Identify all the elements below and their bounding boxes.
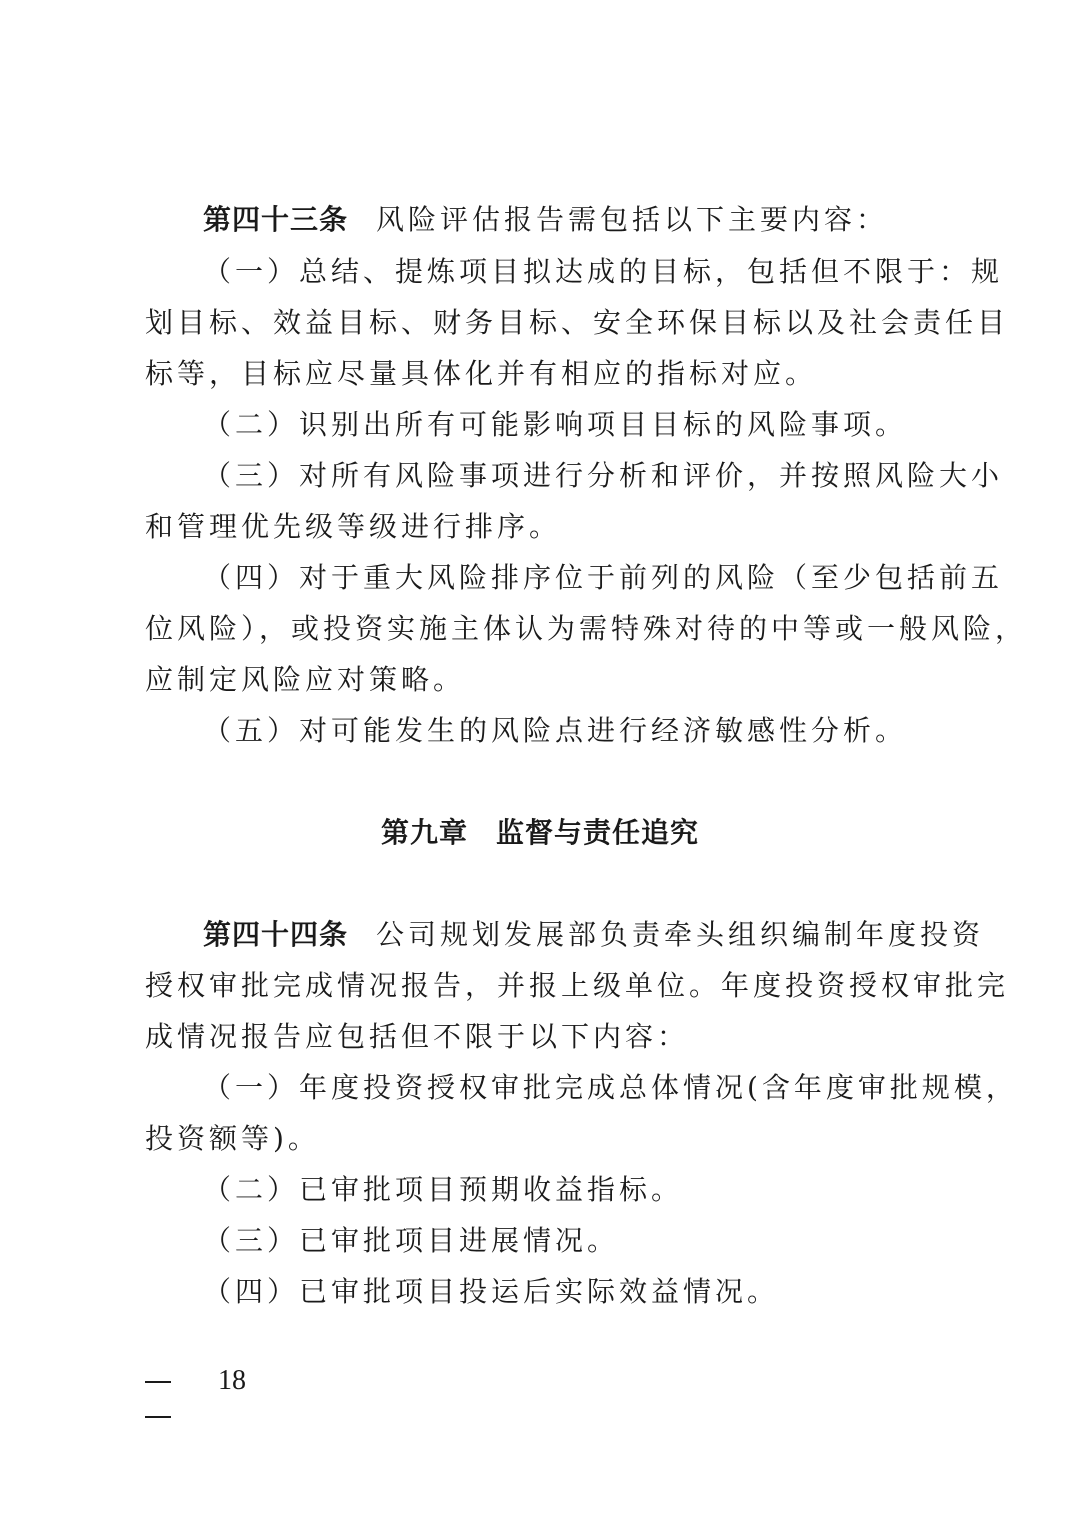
article-44-line-5: 投资额等)。 — [145, 1122, 320, 1155]
article-44-number: 第四十四条 — [203, 918, 349, 951]
article-43-line-3: 划目标、效益目标、财务目标、安全环保目标以及社会责任目 — [145, 306, 1010, 339]
article-44-line-8: （四）已审批项目投运后实际效益情况。 — [203, 1275, 780, 1308]
article-43-line-11: （五）对可能发生的风险点进行经济敏感性分析。 — [203, 714, 908, 747]
article-43-line-7: 和管理优先级等级进行排序。 — [145, 510, 562, 543]
article-43-line-1: 风险评估报告需包括以下主要内容： — [376, 203, 889, 236]
article-43-heading — [203, 203, 935, 237]
article-43-line-5: （二）识别出所有可能影响项目目标的风险事项。 — [203, 408, 908, 441]
article-43-line-4: 标等，目标应尽量具体化并有相应的指标对应。 — [145, 357, 818, 390]
article-43-line-9: 位风险），或投资实施主体认为需特殊对待的中等或一般风险， — [145, 612, 1028, 645]
article-43-line-8: （四）对于重大风险排序位于前列的风险（至少包括前五 — [203, 561, 1004, 594]
article-43-line-10: 应制定风险应对策略。 — [145, 663, 466, 696]
article-44-line-4: （一）年度投资授权审批完成总体情况(含年度审批规模， — [203, 1071, 1018, 1104]
article-44-line-7: （三）已审批项目进展情况。 — [203, 1224, 620, 1257]
article-44-line-2: 授权审批完成情况报告，并报上级单位。年度投资授权审批完 — [145, 969, 1010, 1002]
page-number: 18 — [218, 1365, 246, 1396]
article-43-number: 第四十三条 — [203, 203, 349, 236]
footer-dash-bottom — [145, 1416, 171, 1418]
article-43-line-2: （一）总结、提炼项目拟达成的目标，包括但不限于：规 — [203, 255, 1004, 288]
chapter-title: 监督与责任追究 — [496, 816, 700, 849]
article-44-heading — [203, 918, 985, 952]
article-44-line-6: （二）已审批项目预期收益指标。 — [203, 1173, 684, 1206]
article-44-line-1: 公司规划发展部负责牵头组织编制年度投资 — [376, 918, 985, 951]
chapter-heading — [0, 816, 1080, 850]
chapter-number: 第九章 — [380, 816, 468, 849]
article-43-line-6: （三）对所有风险事项进行分析和评价，并按照风险大小 — [203, 459, 1004, 492]
article-44-line-3: 成情况报告应包括但不限于以下内容： — [145, 1020, 690, 1053]
footer-dash-top — [145, 1381, 171, 1383]
